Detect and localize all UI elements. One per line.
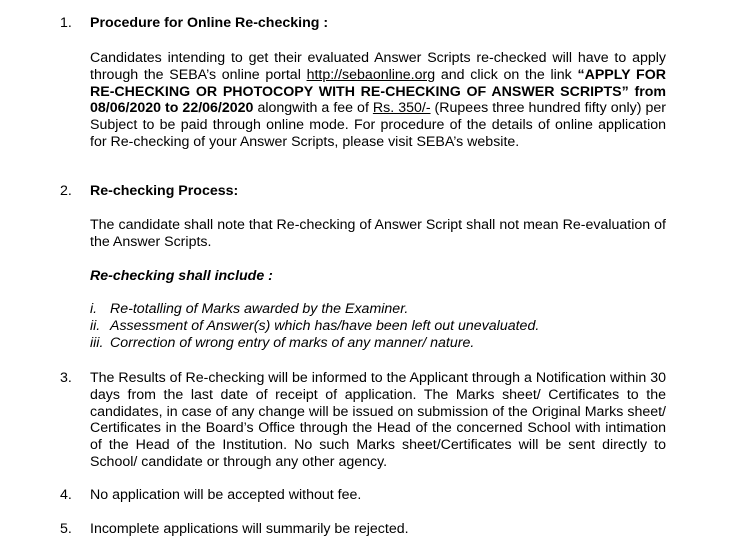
sub-item-text: Assessment of Answer(s) which has/have been left out unevaluated.: [110, 317, 540, 334]
sub-heading: Re-checking shall include :: [90, 267, 273, 284]
item-content: [90, 487, 666, 504]
paragraph-text: alongwith a fee of: [253, 100, 373, 117]
paragraph-text: (Rupees three hundred fifty only) per Subject to be paid through online mode. For procedure of the details of online application for Re-checking of your Answer Scripts, please visit SEBA’s website.: [90, 100, 666, 150]
item-content: [90, 521, 666, 538]
roman-numeral: ii.: [90, 317, 101, 334]
paragraph-text: and click on the link: [435, 66, 578, 83]
sub-item-text: Correction of wrong entry of marks of any manner/ nature.: [110, 334, 475, 351]
item-number: 1.: [60, 15, 72, 31]
paragraph: The candidate shall note that Re-checking of Answer Script shall not mean Re-evaluation of the Answer Scripts.: [90, 217, 666, 250]
item-content: [90, 15, 666, 151]
portal-link[interactable]: http://sebaonline.org: [306, 66, 436, 83]
item-content: [90, 183, 666, 352]
item-number: 2.: [60, 183, 72, 199]
item-number: 4.: [60, 487, 72, 503]
paragraph: [90, 50, 666, 151]
paragraph: The Results of Re-checking will be informed to the Applicant through a Notification within 30 days from the last date of receipt of application. The Marks sheet/ Certificates to the candidates, in case of any change will be issued on submission of the Original Marks sheet/ Certificates in the Board’s Office through the Head of the concerned School with intimation of the Head of the Institution. No such Marks sheet/Certificates will be sent directly to School/ candidate or through any other agency.: [90, 370, 666, 470]
roman-numeral: iii.: [90, 334, 104, 351]
paragraph-text: Candidates intending to get their evaluated Answer Scripts re-checked will have to apply through the SEBA’s online portal: [90, 50, 666, 83]
sub-list-item: [90, 318, 666, 335]
section-heading: Procedure for Online Re-checking :: [90, 15, 329, 31]
paragraph: Incomplete applications will summarily be rejected.: [90, 521, 409, 537]
sub-list: [90, 301, 666, 352]
item-number: 3.: [60, 370, 72, 386]
item-content: [90, 370, 666, 471]
roman-numeral: i.: [90, 300, 98, 317]
sub-list-item: [90, 301, 666, 318]
sub-item-text: Re-totalling of Marks awarded by the Examiner.: [110, 300, 409, 317]
section-heading: Re-checking Process:: [90, 183, 239, 199]
paragraph: No application will be accepted without fee.: [90, 487, 362, 503]
fee-amount: Rs. 350/-: [372, 100, 431, 117]
item-number: 5.: [60, 521, 72, 537]
link-title-and-dates: “APPLY FOR RE-CHECKING OR PHOTOCOPY WITH RE-CHECKING OF ANSWER SCRIPTS” from 08/06/2020 to 22/06/2020: [90, 66, 666, 117]
sub-list-item: [90, 335, 666, 352]
